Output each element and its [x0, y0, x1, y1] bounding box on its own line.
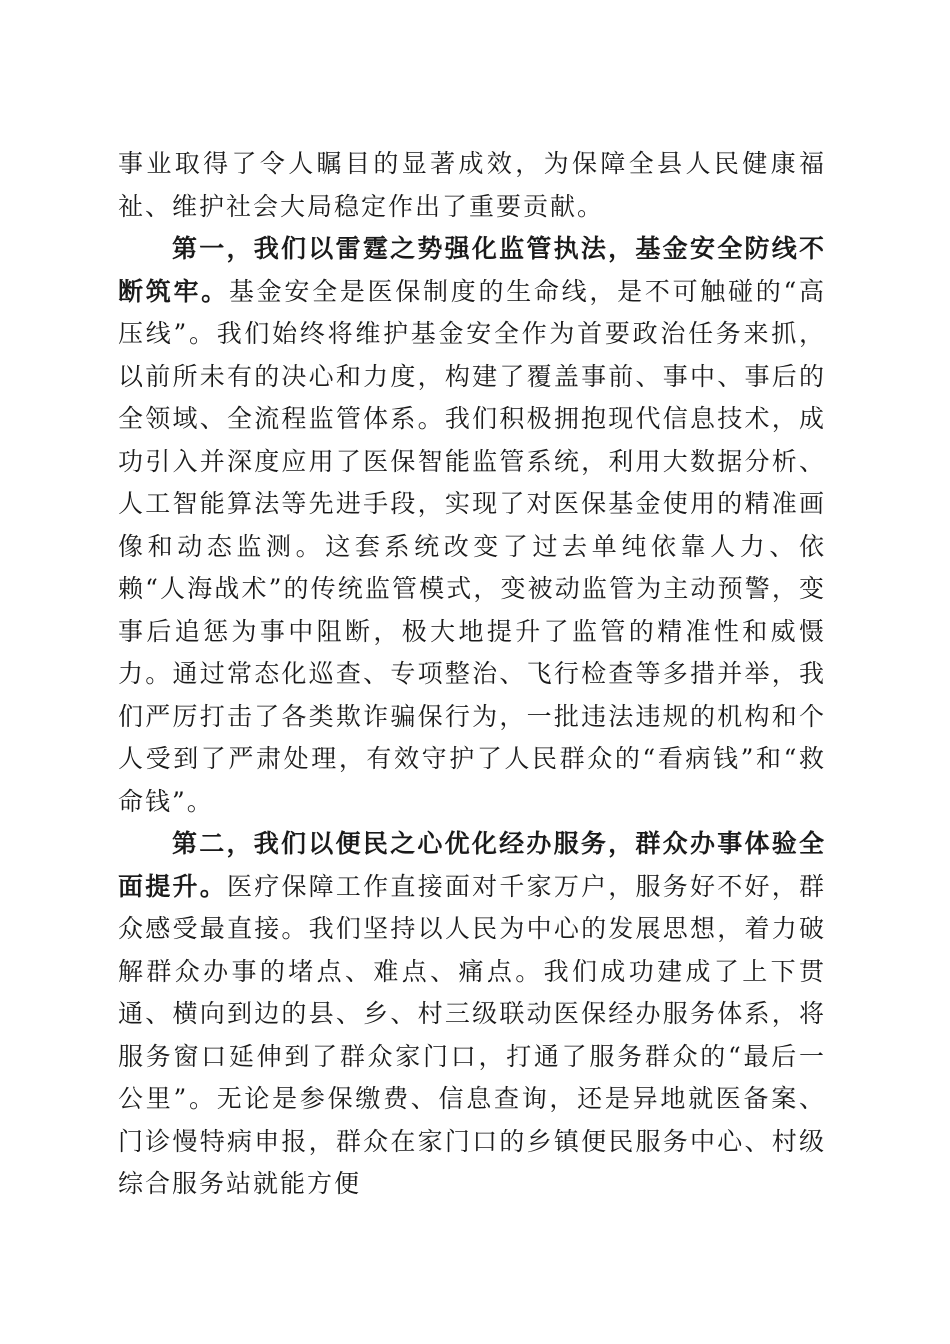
paragraph-second-point	[118, 823, 826, 1206]
paragraph-body: 事业取得了令人瞩目的显著成效，为保障全县人民健康福祉、维护社会大局稳定作出了重要贡献。	[118, 149, 826, 221]
paragraph-continuation	[118, 143, 826, 228]
document-body	[118, 143, 826, 1206]
paragraph-body: 医疗保障工作直接面对千家万户，服务好不好，群众感受最直接。我们坚持以人民为中心的发展思想，着力破解群众办事的堵点、难点、痛点。我们成功建成了上下贯通、横向到边的县、乡、村三级联动医保经办服务体系，将服务窗口延伸到了群众家门口，打通了服务群众的“最后一公里”。无论是参保缴费、信息查询，还是异地就医备案、门诊慢特病申报，群众在家门口的乡镇便民服务中心、村级综合服务站就能方便	[118, 871, 826, 1198]
paragraph-first-point	[118, 228, 826, 823]
paragraph-heading: 第二，我们以便民之心优化经办服务，群众办事体验全面提升。	[118, 829, 826, 901]
paragraph-body: 基金安全是医保制度的生命线，是不可触碰的“高压线”。我们始终将维护基金安全作为首要政治任务来抓，以前所未有的决心和力度，构建了覆盖事前、事中、事后的全领域、全流程监管体系。我们积极拥抱现代信息技术，成功引入并深度应用了医保智能监管系统，利用大数据分析、人工智能算法等先进手段，实现了对医保基金使用的精准画像和动态监测。这套系统改变了过去单纯依靠人力、依赖“人海战术”的传统监管模式，变被动监管为主动预警，变事后追惩为事中阻断，极大地提升了监管的精准性和威慑力。通过常态化巡查、专项整治、飞行检查等多措并举，我们严厉打击了各类欺诈骗保行为，一批违法违规的机构和个人受到了严肃处理，有效守护了人民群众的“看病钱”和“救命钱”。	[118, 276, 826, 816]
paragraph-heading: 第一，我们以雷霆之势强化监管执法，基金安全防线不断筑牢。	[118, 234, 826, 306]
